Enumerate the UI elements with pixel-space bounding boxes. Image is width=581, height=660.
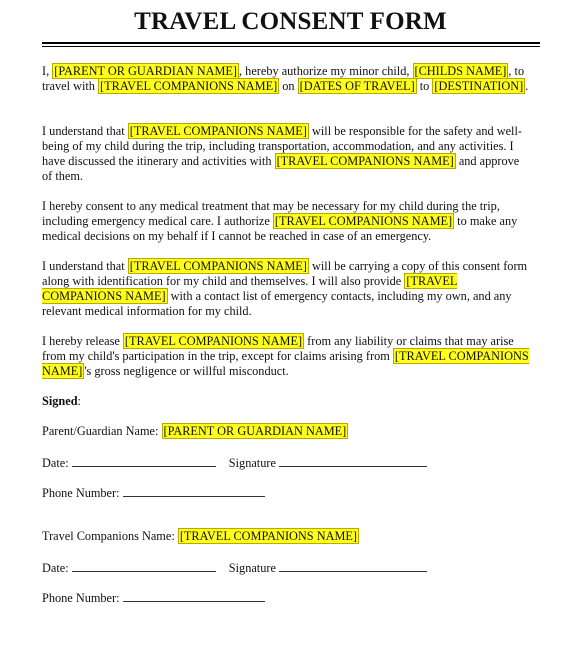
form-title: TRAVEL CONSENT FORM [134,8,447,35]
p1-text-5: to [416,79,433,93]
title-rule-thick [42,42,540,44]
p2-text-2: will be responsible for the safety and well-being of my child during the trip, including transportation, accommodation, and any activities. I have discussed the itinerary and activities with [42,124,522,168]
companions-name-placeholder[interactable]: [TRAVEL COMPANIONS NAME] [274,214,453,228]
p4-text-1: I understand that [42,259,128,273]
companions-name-placeholder[interactable]: [TRAVEL COMPANIONS NAME] [129,124,307,138]
childs-name-placeholder[interactable]: [CHILDS NAME] [414,64,507,78]
p3-text-2: to make any medical decisions on my behalf if I cannot be reached in case of an emergency. [42,214,518,243]
companion-phone-field[interactable] [123,589,265,602]
companions-name-placeholder[interactable]: [TRAVEL COMPANIONS NAME] [179,529,358,543]
p5-text-3: 's gross negligence or willful misconduct. [84,364,289,378]
signed-heading [42,394,81,409]
companion-name-label: Travel Companions Name: [42,529,178,543]
liability-release-paragraph [42,334,532,379]
parent-date-signature-row [42,454,427,471]
signed-colon: : [77,394,81,408]
p5-text-1: I hereby release [42,334,123,348]
authorization-paragraph [42,64,532,94]
companions-name-placeholder[interactable]: [TRAVEL COMPANIONS NAME] [100,79,278,93]
responsibility-paragraph [42,124,532,184]
companions-name-placeholder[interactable]: [TRAVEL COMPANIONS NAME] [42,274,458,303]
p1-text-2: , hereby authorize my minor child, [239,64,413,78]
p4-text-3: with a contact list of emergency contacts, including my own, and any relevant medical information for my child. [42,289,512,318]
destination-placeholder[interactable]: [DESTINATION] [434,79,524,93]
p1-text-3: , to travel with [42,64,525,93]
parent-name-placeholder[interactable]: [PARENT OR GUARDIAN NAME] [163,424,347,438]
p1-text-1: I, [42,64,53,78]
companion-phone-row [42,589,265,606]
companions-name-placeholder[interactable]: [TRAVEL COMPANIONS NAME] [129,259,307,273]
companions-name-placeholder[interactable]: [TRAVEL COMPANIONS NAME] [42,349,529,378]
p3-text-1: I hereby consent to any medical treatment that may be necessary for my child during the trip, including emergency medical care. I authorize [42,199,500,228]
parent-phone-row [42,484,265,501]
parent-signature-label: Signature [228,456,279,470]
p1-text-6: . [525,79,529,93]
parent-name-row [42,424,348,439]
companion-date-label: Date: [42,561,72,575]
companion-signature-field[interactable] [279,559,427,572]
companion-date-field[interactable] [72,559,216,572]
signed-label: Signed [42,394,78,408]
companion-name-row [42,529,359,544]
p5-text-2: from any liability or claims that may arise from my child's participation in the trip, except for claims arising from [42,334,514,363]
p2-text-1: I understand that [42,124,128,138]
p2-text-3: and approve of them. [42,154,520,183]
p4-text-2: will be carrying a copy of this consent form along with identification for my child and themselves. I will also provide [42,259,528,288]
parent-name-label: Parent/Guardian Name: [42,424,162,438]
companions-name-placeholder[interactable]: [TRAVEL COMPANIONS NAME] [276,154,454,168]
parent-phone-field[interactable] [123,484,265,497]
medical-consent-paragraph [42,199,532,244]
title-rule-thin [42,46,540,47]
companion-date-signature-row [42,559,427,576]
parent-phone-label: Phone Number: [42,486,123,500]
parent-date-field[interactable] [72,454,216,467]
parent-date-label: Date: [42,456,72,470]
companion-phone-label: Phone Number: [42,591,123,605]
parent-signature-field[interactable] [279,454,427,467]
dates-of-travel-placeholder[interactable]: [DATES OF TRAVEL] [299,79,415,93]
companion-signature-label: Signature [228,561,279,575]
parent-name-placeholder[interactable]: [PARENT OR GUARDIAN NAME] [54,64,238,78]
documents-paragraph [42,259,532,319]
p1-text-4: on [279,79,298,93]
companions-name-placeholder[interactable]: [TRAVEL COMPANIONS NAME] [124,334,303,348]
